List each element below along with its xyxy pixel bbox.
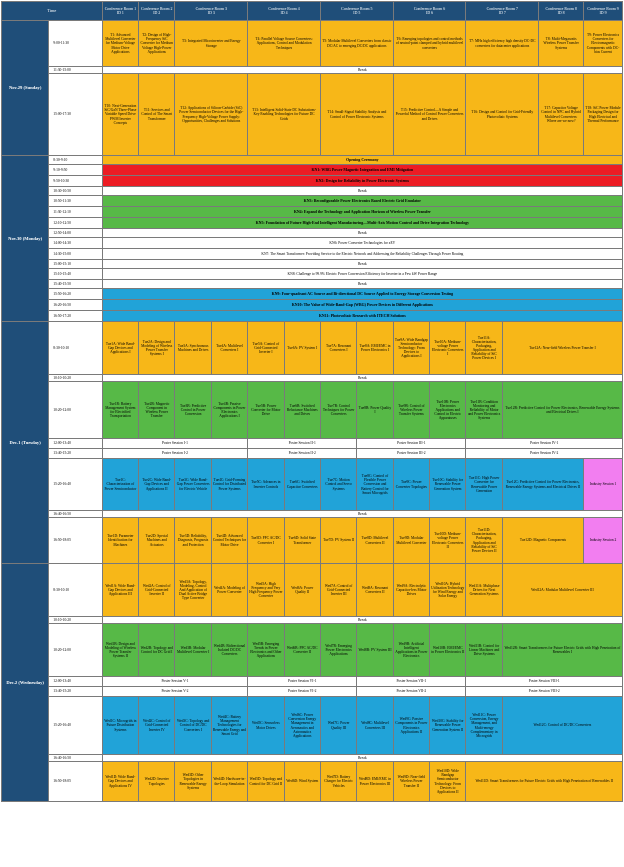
session-cell[interactable]: Tue4D: Advanced Control Techniques for Motor Drive — [211, 518, 247, 564]
time-slot: 15:10-15:40 — [49, 269, 102, 280]
session-cell[interactable]: Tue1A: Wide Band-Gap Devices and Applications I — [102, 322, 138, 375]
time-slot: 16:50-17:20 — [49, 311, 102, 322]
session-cell[interactable]: Tue5B: Power Converter for Motor Drive — [248, 382, 284, 439]
session-cell[interactable]: Tue6C: Switched Capacitor Converters — [284, 459, 320, 511]
session-cell[interactable]: Tue1D: Parameter Identification for Machines — [102, 518, 138, 564]
session-cell[interactable]: Tue7C: Motion Control and Servo Systems — [320, 459, 356, 511]
session-cell[interactable]: Tue6D: Solid State Transformer — [284, 518, 320, 564]
session-cell[interactable]: Tue11C: High Power Converter for Renewable Power Generation — [466, 459, 502, 511]
session-cell[interactable]: Tue10A: Medium-voltage Power Electronic Converters I — [430, 322, 466, 375]
tutorial-cell[interactable]: T8: Multi-Megawatts Wireless Power Transfer Systems — [539, 21, 584, 67]
session-cell[interactable]: Tue3C: Wide Band-Gap Power Converters for Electric Vehicle — [175, 459, 211, 511]
session-cell[interactable]: Wed11B: Control for Linear Machines and Drive Systems — [466, 624, 502, 677]
session-cell[interactable]: Tue8B: Power Quality I — [357, 382, 393, 439]
session-cell[interactable]: Wed2C: Control of Grid-Connected Inverter IV — [139, 697, 175, 755]
session-cell[interactable]: Tue12C: Predictive Control for Power Electronics, Renewable Energy Systems and Electrical Drives II — [502, 459, 583, 511]
poster-session[interactable]: Poster Session I-2 — [102, 449, 248, 459]
session-cell[interactable]: Wed9D: Near-field Wireless Power Transfer II — [393, 762, 429, 802]
poster-session[interactable]: Poster Session VI-2 — [248, 687, 357, 697]
session-cell[interactable]: Tue10D: Medium-voltage Power Electronic Converters II — [430, 518, 466, 564]
time-slot: 14:30-15:00 — [49, 249, 102, 260]
session-cell[interactable]: Wed2B: Topology and Control for DC Grid I — [139, 624, 175, 677]
session-cell[interactable]: Wed1D: Wide Band-Gap Devices and Applications IV — [102, 762, 138, 802]
time-slot: 12:50-14:00 — [49, 229, 102, 238]
poster-session[interactable]: Poster Session II-1 — [248, 439, 357, 449]
time-slot: 9:10-9:50 — [49, 165, 102, 176]
tutorial-cell[interactable]: T16: Design and Control for Grid-Friendly Photovoltaic Systems — [466, 74, 539, 156]
session-cell[interactable]: Wed7A: Control of Grid-Connected Inverter III — [320, 564, 356, 617]
poster-session[interactable]: Poster Session VII-2 — [357, 687, 466, 697]
time-slot: 13:40-15:20 — [49, 449, 102, 459]
tutorial-cell[interactable]: T15: Predictive Control—A Simple and Powerful Method of Control Power Converters and Drives — [393, 74, 466, 156]
header-room-2: Conference Room 2 ID 2 — [139, 2, 175, 21]
session-cell[interactable]: Wed10B: EMI/EMC in Power Electronics II — [430, 624, 466, 677]
time-slot: 12:00-13:40 — [49, 677, 102, 687]
tutorial-cell[interactable]: T13: Intelligent Solid-State DC Substations-Key Enabling Technologies for Future DC Grids — [248, 74, 321, 156]
session-cell[interactable]: Tue5A: Control of Grid-Connected Inverter I — [248, 322, 284, 375]
session-cell[interactable]: Tue2C: Wide Band-Gap Devices and Applications II — [139, 459, 175, 511]
conference-schedule — [1, 1, 623, 865]
time-slot: 9:00-11:30 — [49, 21, 102, 67]
session-cell[interactable]: Tue8A: EMI/EMC in Power Electronics I — [357, 322, 393, 375]
time-slot: 11:30-15:00 — [49, 67, 102, 74]
session-cell[interactable]: Tue1C: Characterization of Power Semiconductor — [102, 459, 138, 511]
time-slot: 16:50-18:05 — [49, 518, 102, 564]
poster-session[interactable]: Poster Session VI-1 — [248, 677, 357, 687]
schedule-table — [1, 1, 623, 802]
session-cell[interactable]: Wed12B: Smart Transformers for Future Electric Grids with High Penetration of Renewables I — [502, 624, 622, 677]
session-cell[interactable]: Tue2B: Magnetic Component in Wireless Power Transfer — [139, 382, 175, 439]
day-label-nov29: Nov.29 (Sunday) — [2, 21, 49, 156]
session-cell[interactable]: Wed5A: High Frequency and Very High Frequency Power Converter — [248, 564, 284, 617]
session-cell[interactable]: Wed1A: Wide Band-Gap Devices and Applications III — [102, 564, 138, 617]
time-slot: 11:30-12:10 — [49, 207, 102, 218]
session-cell[interactable]: Wed11A: Multiphase Drives for Next Generation Systems — [466, 564, 502, 617]
break-row: Break — [102, 755, 622, 762]
session-cell[interactable]: Tue12D: Magnetic Components — [502, 518, 583, 564]
session-cell[interactable]: Wed12A: Modular Multilevel Converter III — [502, 564, 622, 617]
time-slot: 15:20-16:40 — [49, 697, 102, 755]
time-slot: 8:30-9:10 — [49, 156, 102, 165]
session-cell[interactable]: Wed6A: Power Quality II — [284, 564, 320, 617]
session-cell[interactable]: Tue3D: Reliability, Diagnosis, Prognosis and Protection — [175, 518, 211, 564]
session-cell[interactable]: Wed1B: Design and Modeling of Wireless Power Transfer Systems II — [102, 624, 138, 677]
poster-session[interactable]: Poster Session V-1 — [102, 677, 248, 687]
day-label-nov30: Nov.30 (Monday) — [2, 156, 49, 322]
poster-session[interactable]: Poster Session VIII-1 — [466, 677, 623, 687]
header-room-8: Conference Room 8 ID 8 — [539, 2, 584, 21]
time-slot: 10:50-11:30 — [49, 196, 102, 207]
session-cell[interactable]: Wed8C: Multilevel Converters III — [357, 697, 393, 755]
session-cell[interactable]: Wed7D: Battery Charger for Electric Vehicles — [320, 762, 356, 802]
session-cell[interactable]: Wed4D: Hardware-in-the-Loop Simulation — [211, 762, 247, 802]
header-room-1: Conference Room 1 ID 1 — [102, 2, 138, 21]
keynote-kn8[interactable]: KN8: Challenge to 99.9% Electric Power Conversion Efficiency for Inverter in a Few kW Power Range — [102, 269, 622, 280]
session-cell[interactable]: Tue11A: Characterization, Packaging, Application and Reliability of SiC Power Devices I — [466, 322, 502, 375]
keynote-kn7[interactable]: KN7: The Smart Transformer: Providing Service to the Electric Network and Addressing the Reliability Challenges Through Power Routing — [102, 249, 622, 260]
header-time: Time — [2, 2, 103, 21]
header-room-7: Conference Room 7 ID 7 — [466, 2, 539, 21]
time-slot: 13:40-15:20 — [49, 687, 102, 697]
tutorial-cell[interactable]: T6: Emerging topologies and control methods of neutral-point clamped and hybrid multilevel converters — [393, 21, 466, 67]
session-cell[interactable]: Wed7C: Power Quality III — [320, 697, 356, 755]
time-slot: 10:20-12:00 — [49, 382, 102, 439]
keynote-kn4[interactable]: KN4: Expand the Technology and Application Horizon of Wireless Power Transfer — [102, 207, 622, 218]
tutorial-cell[interactable]: T18: SiC Power Module Packaging Design for High Electrical and Thermal Performance — [584, 74, 623, 156]
session-cell[interactable]: Tue3A: Synchronous Machines and Drives — [175, 322, 211, 375]
session-cell[interactable]: Wed6B: PFC AC/DC Converter II — [284, 624, 320, 677]
time-slot: 14:00-14:30 — [49, 238, 102, 249]
poster-session[interactable]: Poster Session IV-1 — [466, 439, 623, 449]
session-cell[interactable]: Wed9A: Electrolytic Capacitor-less Motor Drives — [393, 564, 429, 617]
session-cell[interactable]: Tue9D: Modular Multilevel Converter — [393, 518, 429, 564]
tutorial-cell[interactable]: T3: Integrated Microinverter and Energy Storage — [175, 21, 248, 67]
session-cell[interactable]: Wed3A: Topology, Modeling, Control And Application of Dual Active Bridge Type Converter — [175, 564, 211, 617]
session-cell[interactable]: Wed2D: Inverter Topologies — [139, 762, 175, 802]
session-cell[interactable]: Wed10D: Wide Bandgap Semiconductor Technology: From Devices to Applications II — [430, 762, 466, 802]
session-cell[interactable]: Tue7D: PV System II — [320, 518, 356, 564]
time-slot: 8:30-10:10 — [49, 564, 102, 617]
time-slot: 15:40-15:50 — [49, 280, 102, 289]
tutorial-cell[interactable]: T1: Advanced Multilevel Converter for Medium-Voltage Motor Drive Applications — [102, 21, 138, 67]
tutorial-cell[interactable]: T11: Services and Control of The Smart Transformer — [139, 74, 175, 156]
session-cell[interactable]: Tue8C: Control of Flexible Power Conversion and Battery Control for Smart Microgrids — [357, 459, 393, 511]
session-cell[interactable]: Tue3B: Predictive Control in Power Conversion — [175, 382, 211, 439]
keynote-kn1[interactable]: KN1: WBG Power Magnetic Integration and EMI Mitigation — [102, 165, 622, 176]
industry-session[interactable]: Industry Session 2 — [584, 518, 623, 564]
session-cell[interactable]: Tue5C: Advances in Inverter Controls — [248, 459, 284, 511]
break-row: Break — [102, 280, 622, 289]
header-room-6: Conference Room 6 ID 6 — [393, 2, 466, 21]
time-slot: 15:00-15:10 — [49, 260, 102, 269]
session-cell[interactable]: Tue2A: Design and Modeling of Wireless Power Transfer Systems I — [139, 322, 175, 375]
session-cell[interactable]: Wed8D: EMI/EMC in Power Electronics III — [357, 762, 393, 802]
poster-session[interactable]: Poster Session V-2 — [102, 687, 248, 697]
keynote-kn10[interactable]: KN10: The Value of Wide-Band-Gap (WBG) Power Devices in Different Applications — [102, 300, 622, 311]
session-cell[interactable]: Tue4B: Passive Components in Power Electronics Applications I — [211, 382, 247, 439]
time-slot: 12:00-13:40 — [49, 439, 102, 449]
session-cell[interactable]: Wed4C: Battery Management Technologies for Renewable Energy and Smart Grid — [211, 697, 247, 755]
time-slot: 16:40-16:50 — [49, 511, 102, 518]
break-row: Break — [102, 511, 622, 518]
tutorial-cell[interactable]: T9: Power Electronics Converters for Electromagnetic Components with DC-bias Current — [584, 21, 623, 67]
poster-session[interactable]: Poster Session II-2 — [248, 449, 357, 459]
session-cell[interactable]: Wed3C: Topology and Control of DC/DC Converters I — [175, 697, 211, 755]
poster-session[interactable]: Poster Session IV-2 — [466, 449, 623, 459]
opening-ceremony[interactable]: Opening Ceremony — [102, 156, 622, 165]
poster-session[interactable]: Poster Session VIII-2 — [466, 687, 623, 697]
time-slot: 10:10-10:20 — [49, 617, 102, 624]
session-cell[interactable]: Tue11B: Condition Monitoring and Reliability of Motor and Power Electronics Systems — [466, 382, 502, 439]
tutorial-cell[interactable]: T5: Modular Multilevel Converters from classic DC/AC to emerging DC/DC applications — [320, 21, 393, 67]
session-cell[interactable]: Tue12A: Near-field Wireless Power Transfer I — [502, 322, 622, 375]
time-slot: 15:20-16:40 — [49, 459, 102, 511]
session-cell[interactable]: Tue7A: Resonant Converters I — [320, 322, 356, 375]
time-slot: 15:00-17:30 — [49, 74, 102, 156]
session-cell[interactable]: Wed6C: Power Conversion Energy Management in Aeronautics and Astronautics Applications — [284, 697, 320, 755]
session-cell[interactable]: Wed5C: Sensorless Motor Drives — [248, 697, 284, 755]
day-label-dec1: Dec.1 (Tuesday) — [2, 322, 49, 564]
time-slot: 10:30-10:50 — [49, 187, 102, 196]
time-slot: 15:50-16:20 — [49, 289, 102, 300]
session-cell[interactable]: Wed11D: Smart Transformers for Future Electric Grids with High Penetration of Renewables II — [466, 762, 623, 802]
poster-session[interactable]: Poster Session III-1 — [357, 439, 466, 449]
session-cell[interactable]: Tue4A: Multilevel Converters I — [211, 322, 247, 375]
break-row: Break — [102, 187, 622, 196]
keynote-kn2[interactable]: KN2: Design for Reliability in Power Electronic Systems — [102, 176, 622, 187]
session-cell[interactable]: Tue10C: Stability for Renewable Power Generation System — [430, 459, 466, 511]
poster-session[interactable]: Poster Session I-1 — [102, 439, 248, 449]
time-slot: 16:20-16:50 — [49, 300, 102, 311]
break-row: Break — [102, 229, 622, 238]
session-cell[interactable]: Wed9B: Artificial Intelligent Applications in Power Electronics — [393, 624, 429, 677]
time-slot: 16:50-18:05 — [49, 762, 102, 802]
session-cell[interactable]: Tue9C: Power Converter Topologies — [393, 459, 429, 511]
session-cell[interactable]: Tue8D: Multilevel Converters II — [357, 518, 393, 564]
session-cell[interactable]: Wed5D: Topology and Control for DC Grid II — [248, 762, 284, 802]
session-cell[interactable]: Wed3D: Other Topologies in Renewable Energy Systems — [175, 762, 211, 802]
session-cell[interactable]: Wed10C: Stability for Renewable Power Generation System II — [430, 697, 466, 755]
session-cell[interactable]: Tue9B: Control of Wireless Power Transfer Systems — [393, 382, 429, 439]
break-row: Break — [102, 67, 622, 74]
keynote-kn11[interactable]: KN11: Photovoltaic Research with ITECH Solutions — [102, 311, 622, 322]
session-cell[interactable]: Tue11D: Characterization, Packaging, Application and Reliability of SiC Power Devices II — [466, 518, 502, 564]
break-row: Break — [102, 375, 622, 382]
session-cell[interactable]: Wed1C: Microgrids in Future Distribution Systems — [102, 697, 138, 755]
time-slot: 9:50-10:30 — [49, 176, 102, 187]
session-cell[interactable]: Wed12C: Control of DC/DC Converters — [502, 697, 622, 755]
break-row: Break — [102, 260, 622, 269]
session-cell[interactable]: Tue7B: Control Techniques for Power Converters — [320, 382, 356, 439]
session-cell[interactable]: Wed6D: Wind System — [284, 762, 320, 802]
session-cell[interactable]: Wed7B: Emerging Power Electronics Applications — [320, 624, 356, 677]
session-cell[interactable]: Wed4B: Bidirectional Isolated DC/DC Converters — [211, 624, 247, 677]
tutorial-cell[interactable]: T10: Next-Generation SiC/GaN Three-Phase Variable Speed Drive PWM Inverter Concepts — [102, 74, 138, 156]
session-cell[interactable]: Wed8B: PV System III — [357, 624, 393, 677]
header-room-5: Conference Room 5 ID 5 — [320, 2, 393, 21]
session-cell[interactable]: Wed10A: Hybrid Utilization Technology for Wind Energy and Solar Energy — [430, 564, 466, 617]
time-slot: 10:20-12:00 — [49, 624, 102, 677]
session-cell[interactable]: Wed2A: Control of Grid-Connected Inverter II — [139, 564, 175, 617]
session-cell[interactable]: Tue9A: Wide Bandgap Semiconductor Technology: From Devices to Applications I — [393, 322, 429, 375]
session-cell[interactable]: Wed5B: Emerging Trends in Power Electronics and Other Applications — [248, 624, 284, 677]
tutorial-cell[interactable]: T12: Applications of Silicon-Carbide (SiC) Power Semiconductor Devices for the High-Frequency High-Voltage Power Supply: Opportunities, Challenges and Solutions — [175, 74, 248, 156]
session-cell[interactable]: Tue5D: PFC AC/DC Converter I — [248, 518, 284, 564]
break-row: Break — [102, 617, 622, 624]
tutorial-cell[interactable]: T17: Capacitor Voltage Control in NPC and Hybrid Multilevel Converters: Where are we now? — [539, 74, 584, 156]
poster-session[interactable]: Poster Session III-2 — [357, 449, 466, 459]
session-cell[interactable]: Wed11C: Power Conversion, Energy Management, and Multi-energy Complementary in Microgrids — [466, 697, 502, 755]
keynote-kn6[interactable]: KN6: Power Converter Technologies for xEV — [102, 238, 622, 249]
session-cell[interactable]: Tue1B: Battery Management System for Electrified Transportation — [102, 382, 138, 439]
session-cell[interactable]: Tue12B: Predictive Control for Power Electronics, Renewable Energy Systems and Electrical Drives I — [502, 382, 622, 439]
tutorial-cell[interactable]: T2: Design of High-Frequency SiC Converter for Medium Voltage High-Power Applications — [139, 21, 175, 67]
session-cell[interactable]: Tue6A: PV System I — [284, 322, 320, 375]
session-cell[interactable]: Wed9C: Passive Components in Power Electronics Applications II — [393, 697, 429, 755]
session-cell[interactable]: Tue2D: Special Machines and Actuators — [139, 518, 175, 564]
industry-session[interactable]: Industry Session 1 — [584, 459, 623, 511]
tutorial-cell[interactable]: T14: Small-Signal Stability Analysis and Control of Power Electronic Systems — [320, 74, 393, 156]
header-room-4: Conference Room 4 ID 4 — [248, 2, 321, 21]
poster-session[interactable]: Poster Session VII-1 — [357, 677, 466, 687]
keynote-kn3[interactable]: KN3: Reconfigurable Power Electronics Based Electric Grid Emulator — [102, 196, 622, 207]
keynote-kn5[interactable]: KN5: Foundation of Future High-End Intelligent Manufacturing—Multi-Axis Motion Control and Drive Integration Technology — [102, 218, 622, 229]
session-cell[interactable]: Wed4A: Modeling of Power Converter — [211, 564, 247, 617]
session-cell[interactable]: Wed3B: Modular Multilevel Converter I — [175, 624, 211, 677]
time-slot: 12:10-12:50 — [49, 218, 102, 229]
day-label-dec2: Dec.2 (Wednesday) — [2, 564, 49, 802]
session-cell[interactable]: Wed8A: Resonant Converters II — [357, 564, 393, 617]
time-slot: 16:40-16:50 — [49, 755, 102, 762]
header-room-3: Conference Room 3 ID 3 — [175, 2, 248, 21]
session-cell[interactable]: Tue6B: Switched Reluctance Machines and Drives — [284, 382, 320, 439]
session-cell[interactable]: Tue10B: Power Electronics Applications and Control in Electric Apparatuses — [430, 382, 466, 439]
time-slot: 8:30-10:10 — [49, 322, 102, 375]
time-slot: 10:10-10:20 — [49, 375, 102, 382]
tutorial-cell[interactable]: T4: Parallel Voltage Source Converters: Applications, Control and Modulation Techniques — [248, 21, 321, 67]
tutorial-cell[interactable]: T7: MHz high efficiency high density DC-DC converters for datacenter applications — [466, 21, 539, 67]
keynote-kn9[interactable]: KN9: Four-quadrant AC Source and Bi-directional DC Source Applied to Energy Storage Conversion Testing — [102, 289, 622, 300]
session-cell[interactable]: Tue4C: Grid-Forming Control for Distributed Power Systems — [211, 459, 247, 511]
header-room-9: Conference Room 9 ID 9 — [584, 2, 623, 21]
